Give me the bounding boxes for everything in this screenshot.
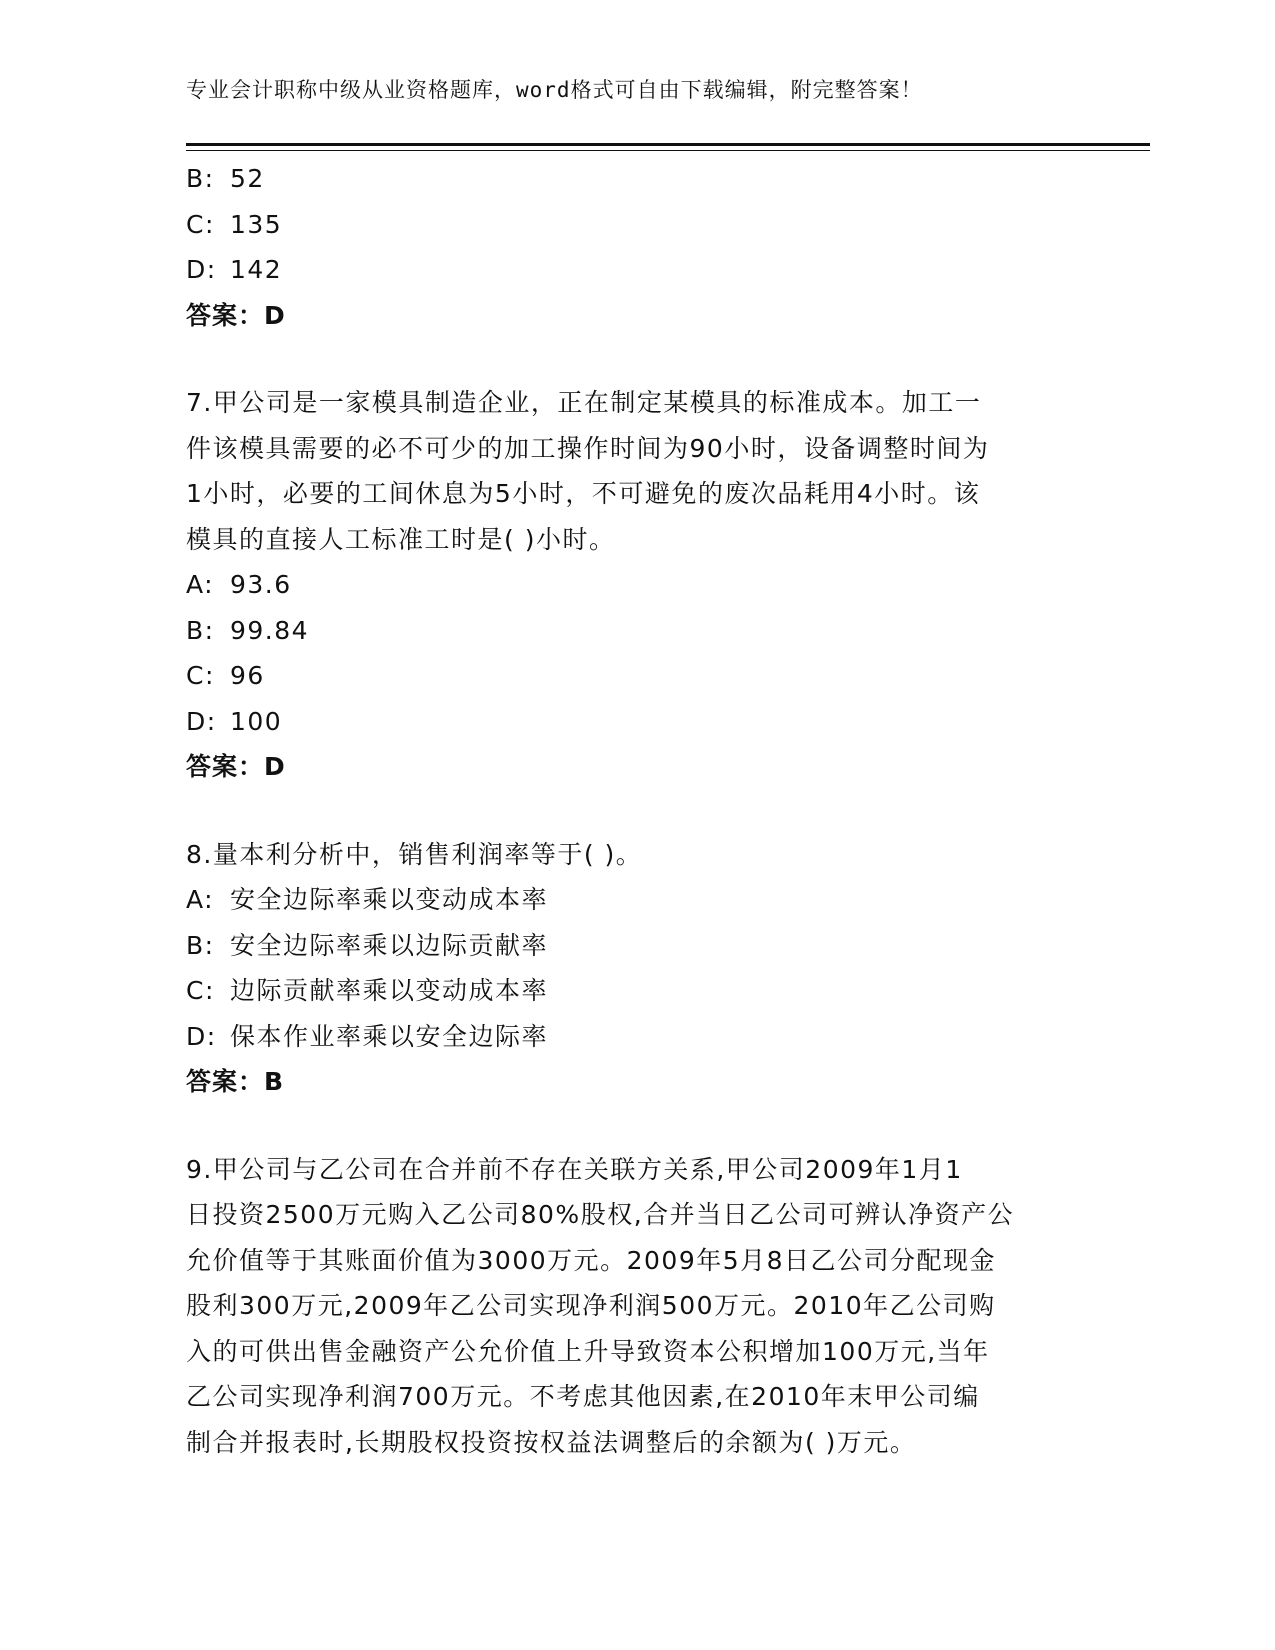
option-letter: A: [186, 570, 215, 599]
option-text: 99.84 [230, 615, 310, 645]
question-text-line: 允价值等于其账面价值为3000万元。2009年5月8日乙公司分配现金 [186, 1245, 997, 1275]
option-row [186, 608, 1086, 654]
question-text-line: 9.甲公司与乙公司在合并前不存在关联方关系,甲公司2009年1月1 [186, 1154, 963, 1184]
option-letter: B: [186, 930, 215, 960]
option-text: 93.6 [230, 570, 292, 599]
option-letter: C: [186, 661, 215, 690]
prev-question [186, 156, 1086, 338]
question-text-line: 8.量本利分析中，销售利润率等于( )。 [186, 839, 643, 869]
option-row [186, 1014, 1086, 1060]
option-letter: B: [186, 615, 215, 645]
option-row [186, 562, 1086, 608]
option-text: 边际贡献率乘以变动成本率 [230, 976, 549, 1005]
option-letter: C: [186, 209, 215, 239]
question-text-line: 入的可供出售金融资产公允价值上升导致资本公积增加100万元,当年 [186, 1336, 990, 1366]
question-text-line: 股利300万元,2009年乙公司实现净利润500万元。2010年乙公司购 [186, 1291, 996, 1320]
option-letter: D: [186, 1021, 217, 1051]
option-row [186, 699, 1086, 745]
spacer [186, 1105, 1086, 1147]
question-content [186, 156, 1086, 1465]
question-8 [186, 832, 1086, 1105]
option-row [186, 653, 1086, 699]
option-text: 保本作业率乘以安全边际率 [230, 1021, 549, 1051]
option-text: 安全边际率乘以边际贡献率 [230, 930, 549, 960]
option-text: 安全边际率乘以变动成本率 [230, 885, 549, 914]
page-header: 专业会计职称中级从业资格题库，word格式可自由下载编辑，附完整答案！ [186, 78, 923, 102]
option-letter: C: [186, 976, 215, 1005]
option-letter: D: [186, 255, 217, 284]
option-text: 52 [230, 164, 265, 193]
option-row [186, 156, 1086, 202]
option-letter: D: [186, 706, 217, 736]
option-text: 96 [230, 661, 265, 690]
question-9 [186, 1147, 1086, 1466]
option-row [186, 247, 1086, 293]
question-text-line: 1小时，必要的工间休息为5小时，不可避免的废次品耗用4小时。该 [186, 479, 981, 508]
option-letter: B: [186, 164, 215, 193]
question-text-line: 模具的直接人工标准工时是( )小时。 [186, 524, 616, 554]
option-text: 135 [230, 209, 283, 239]
question-text-line: 件该模具需要的必不可少的加工操作时间为90小时，设备调整时间为 [186, 433, 990, 463]
option-row [186, 923, 1086, 969]
answer-line: 答案：B [186, 1067, 285, 1096]
option-row [186, 202, 1086, 248]
question-7 [186, 380, 1086, 790]
option-row [186, 877, 1086, 923]
spacer [186, 338, 1086, 380]
option-text: 100 [230, 706, 283, 736]
header-rule-thick [186, 143, 1150, 146]
header-rule-thin [186, 150, 1150, 151]
answer-line: 答案：D [186, 300, 286, 330]
spacer [186, 790, 1086, 832]
question-text-line: 制合并报表时,长期股权投资按权益法调整后的余额为( )万元。 [186, 1427, 917, 1457]
option-letter: A: [186, 885, 215, 914]
answer-line: 答案：D [186, 752, 286, 781]
question-text-line: 乙公司实现净利润700万元。不考虑其他因素,在2010年末甲公司编 [186, 1382, 980, 1411]
option-row [186, 968, 1086, 1014]
question-text-line: 7.甲公司是一家模具制造企业，正在制定某模具的标准成本。加工一 [186, 388, 982, 417]
question-text-line: 日投资2500万元购入乙公司80%股权,合并当日乙公司可辨认净资产公 [186, 1200, 1015, 1229]
option-text: 142 [230, 255, 283, 284]
